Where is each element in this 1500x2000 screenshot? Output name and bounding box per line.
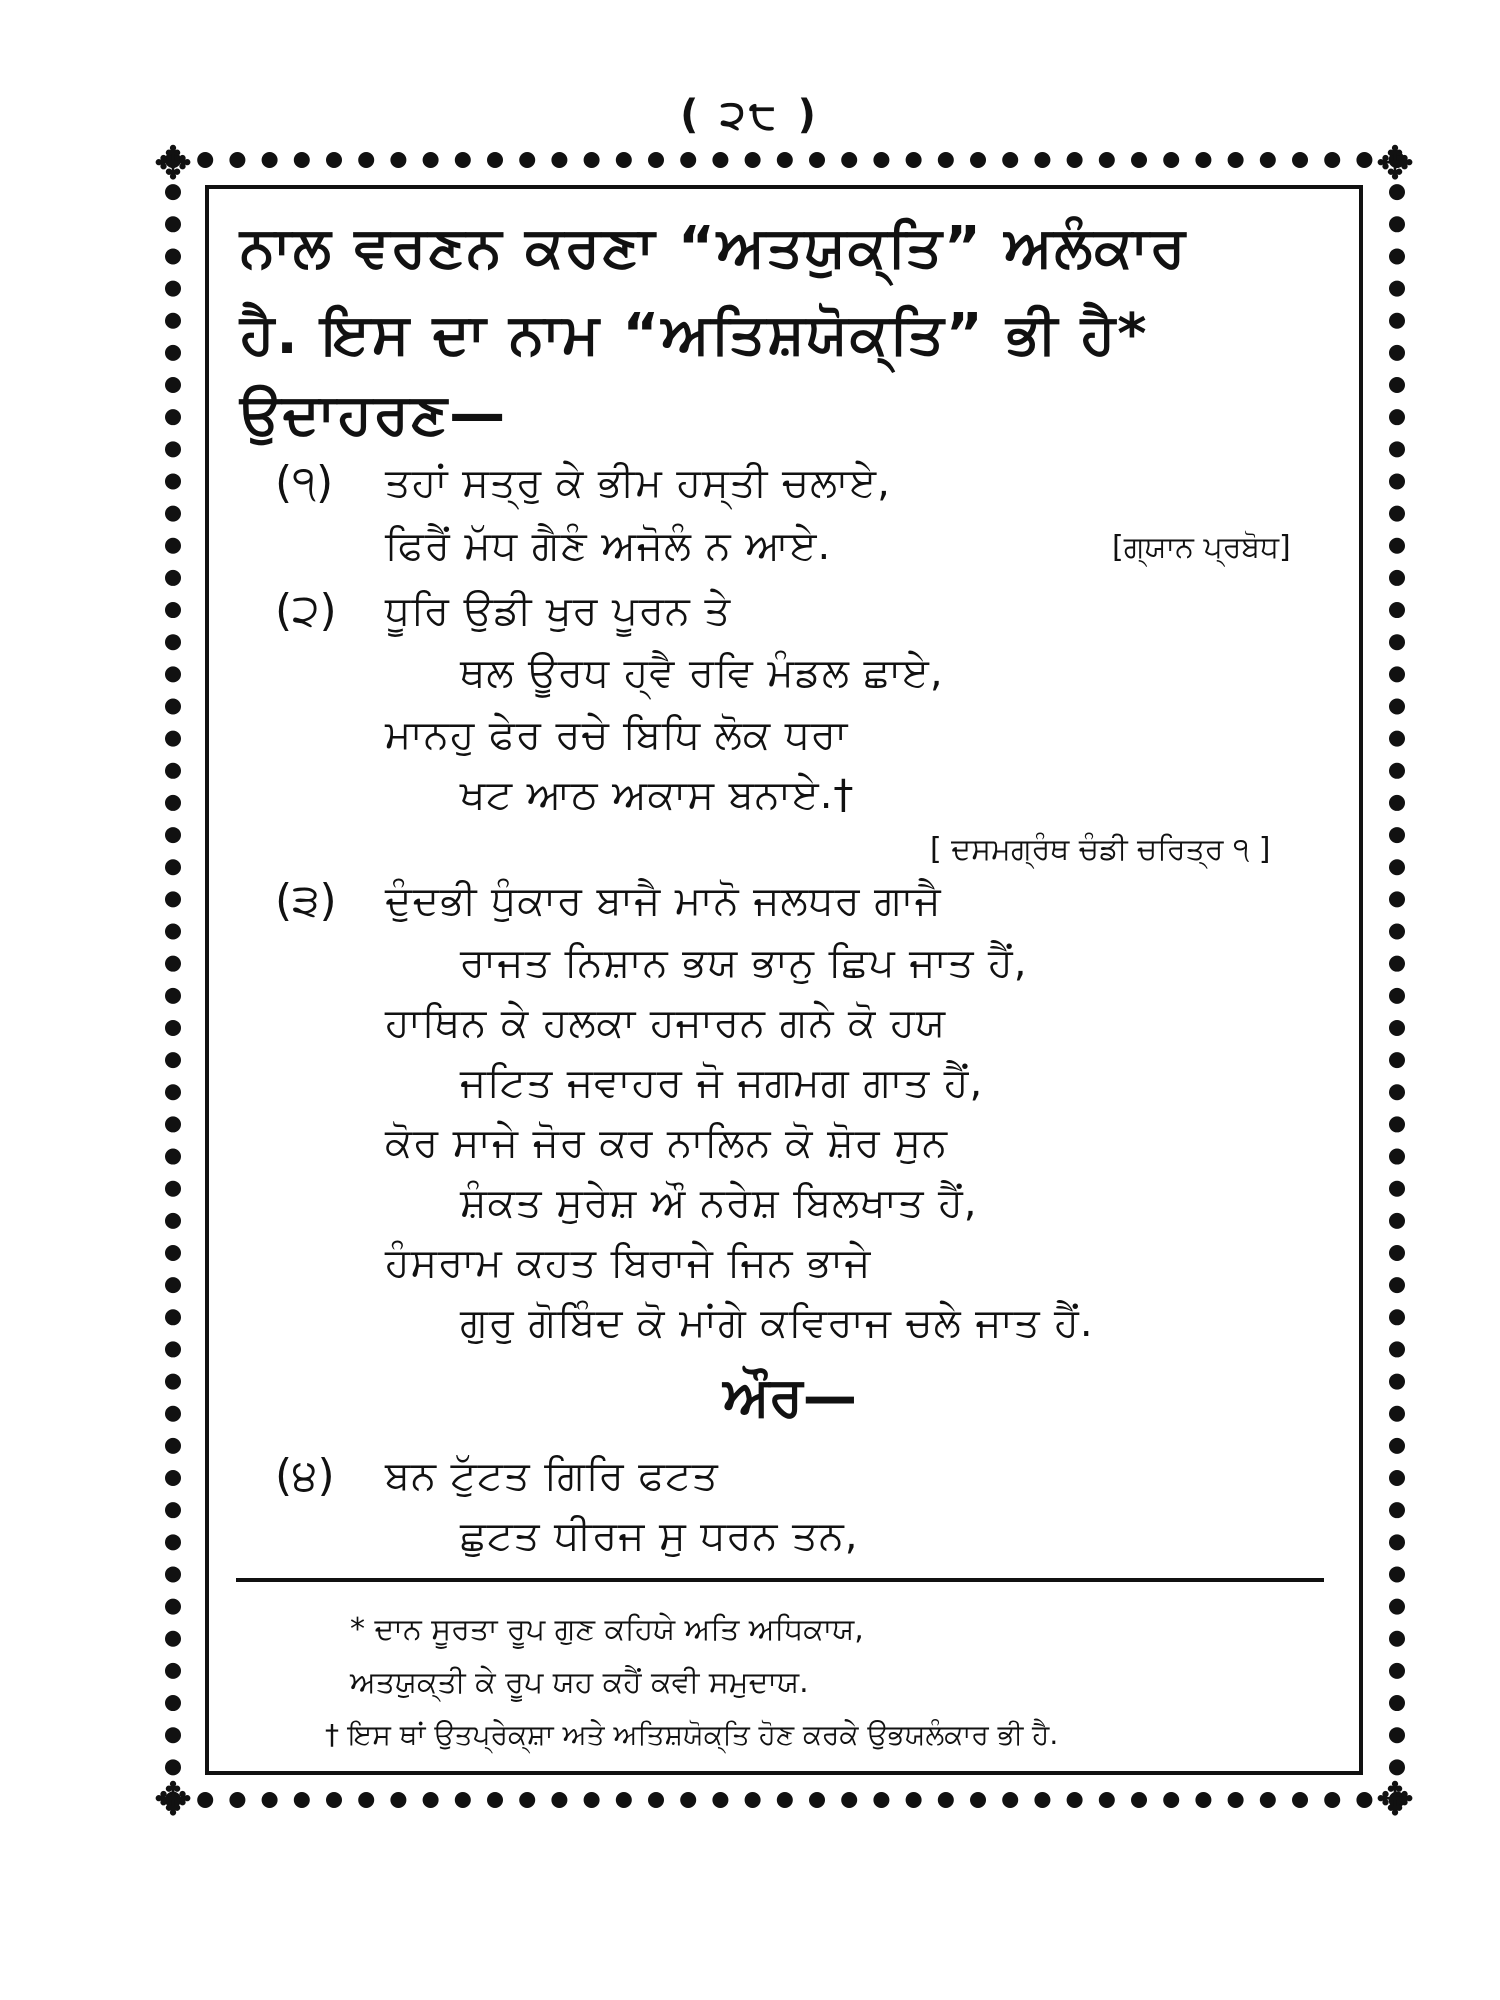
- footnote-divider: [236, 1578, 1324, 1582]
- example-number: (੪): [275, 1450, 335, 1501]
- heading-line-1: ਨਾਲ ਵਰਣਨ ਕਰਣਾ “ਅਤਯੁਕ੍ਤਿ” ਅਲੰਕਾਰ: [240, 215, 1188, 280]
- verse-line: ਫਿਰੈਂ ਮੱਧ ਗੈਣੰ ਅਜੋਲੰ ਨ ਆਏ.: [385, 523, 832, 569]
- example-number: (੧): [275, 457, 334, 508]
- verse-line: ਗੁਰੁ ਗੋਬਿੰਦ ਕੋ ਮਾਂਗੇ ਕਵਿਰਾਜ ਚਲੇ ਜਾਤ ਹੈਂ.: [460, 1300, 1094, 1346]
- verse-line: ਤਹਾਂ ਸਤ੍ਰੁ ਕੇ ਭੀਮ ਹਸ੍ਤੀ ਚਲਾਏ,: [385, 460, 891, 506]
- example-number: (੩): [275, 875, 337, 926]
- verse-line: ਛੁਟਤ ਧੀਰਜ ਸੁ ਧਰਨ ਤਨ,: [460, 1513, 859, 1559]
- aur-heading: ਔਰ—: [723, 1365, 857, 1428]
- example-heading: ਉਦਾਹਰਣ—: [240, 382, 508, 447]
- verse-line: ਕੋਰ ਸਾਜੇ ਜੋਰ ਕਰ ਨਾਲਿਨ ਕੋ ਸ਼ੋਰ ਸੁਨ: [385, 1120, 949, 1166]
- corner-ornament-bottom-right: ✥: [1375, 1772, 1415, 1826]
- verse-line: ਹੰਸਰਾਮ ਕਹਤ ਬਿਰਾਜੇ ਜਿਨ ਭਾਜੇ: [385, 1240, 872, 1286]
- source-reference: [ਗ੍ਯਾਨ ਪ੍ਰਬੋਧ]: [1112, 530, 1291, 565]
- page-number: ( ੨੮ ): [680, 92, 820, 138]
- verse-line: ਜਟਿਤ ਜਵਾਹਰ ਜੋ ਜਗਮਗ ਗਾਤ ਹੈਂ,: [460, 1060, 984, 1106]
- heading-line-2: ਹੈ. ਇਸ ਦਾ ਨਾਮ “ਅਤਿਸ਼ਯੋਕ੍ਤਿ” ਭੀ ਹੈ*: [240, 302, 1149, 367]
- source-reference: [ ਦਸਮਗ੍ਰੰਥ ਚੰਡੀ ਚਰਿਤ੍ਰ ੧ ]: [930, 832, 1271, 867]
- verse-line: ਧੂਰਿ ਉਡੀ ਖੁਰ ਪੂਰਨ ਤੇ: [385, 588, 732, 634]
- corner-ornament-bottom-left: ✥: [153, 1772, 193, 1826]
- verse-line: ਮਾਨਹੁ ਫੇਰ ਰਚੇ ਬਿਧਿ ਲੋਕ ਧਰਾ: [385, 712, 849, 758]
- footnote-line: ਅਤਯੁਕ੍ਤੀ ਕੇ ਰੂਪ ਯਹ ਕਹੈਂ ਕਵੀ ਸਮੁਦਾਯ.: [350, 1665, 809, 1700]
- verse-line: ਥਲ ਊਰਧ ਹ੍ਵੈ ਰਵਿ ਮੰਡਲ ਛਾਏ,: [460, 650, 944, 696]
- verse-line: ਬਨ ਟੁੱਟਤ ਗਿਰਿ ਫਟਤ: [385, 1453, 719, 1499]
- verse-line: ਦੁੰਦਭੀ ਧੁੰਕਾਰ ਬਾਜੈ ਮਾਨੋ ਜਲਧਰ ਗਾਜੈ: [385, 878, 942, 924]
- corner-ornament-top-right: ✥: [1375, 136, 1415, 190]
- verse-line: ਖਟ ਆਠ ਅਕਾਸ ਬਨਾਏ.†: [460, 772, 855, 818]
- corner-ornament-top-left: ✥: [153, 136, 193, 190]
- footnote-line: † ਇਸ ਥਾਂ ਉਤਪ੍ਰੇਕ੍ਸ਼ਾ ਅਤੇ ਅਤਿਸ਼ਯੋਕ੍ਤਿ ਹੋਣ ਕਰਕੇ ਉਭਯਲੰਕਾਰ ਭੀ ਹੈ.: [325, 1718, 1059, 1751]
- verse-line: ਰਾਜਤ ਨਿਸ਼ਾਨ ਭਯ ਭਾਨੁ ਛਿਪ ਜਾਤ ਹੈਂ,: [460, 940, 1028, 986]
- footnote-line: * ਦਾਨ ਸੂਰਤਾ ਰੂਪ ਗੁਣ ਕਹਿਯੇ ਅਤਿ ਅਧਿਕਾਯ,: [350, 1612, 864, 1647]
- verse-line: ਸ਼ੰਕਤ ਸੁਰੇਸ਼ ਔ ਨਰੇਸ਼ ਬਿਲਖਾਤ ਹੈਂ,: [460, 1180, 978, 1226]
- example-number: (੨): [275, 585, 337, 636]
- verse-line: ਹਾਥਿਨ ਕੇ ਹਲਕਾ ਹਜਾਰਨ ਗਨੇ ਕੋ ਹਯ: [385, 1000, 947, 1046]
